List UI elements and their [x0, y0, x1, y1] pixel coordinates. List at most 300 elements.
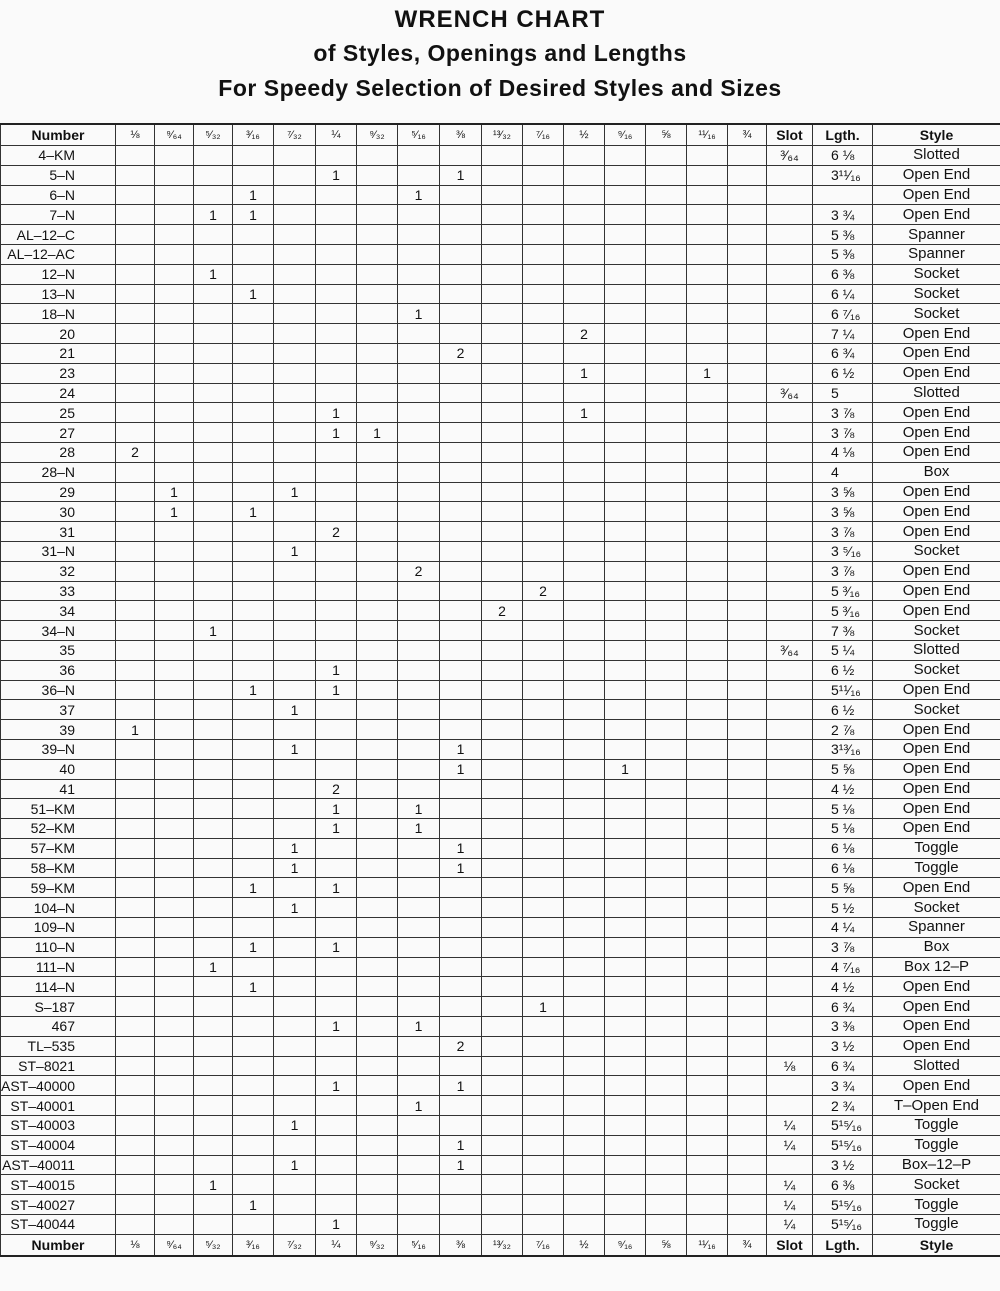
- cell-size-count: [357, 937, 398, 957]
- column-header-size: ¹³⁄₃₂: [482, 124, 523, 146]
- cell-size-count: [523, 759, 564, 779]
- cell-size-count: [687, 1076, 728, 1096]
- cell-size-count: [728, 878, 767, 898]
- cell-size-count: [482, 1195, 523, 1215]
- column-header-size: ⅝: [646, 1234, 687, 1256]
- cell-style: Socket: [873, 541, 1000, 561]
- cell-size-count: [233, 957, 274, 977]
- cell-size-count: [523, 1175, 564, 1195]
- cell-size-count: [233, 838, 274, 858]
- cell-size-count: [605, 225, 646, 245]
- cell-size-count: [605, 482, 646, 502]
- cell-size-count: [155, 442, 194, 462]
- column-header-size: ⁹⁄₃₂: [357, 124, 398, 146]
- cell-length: [813, 185, 873, 205]
- cell-size-count: [194, 423, 233, 443]
- cell-slot: [767, 502, 813, 522]
- cell-size-count: [482, 244, 523, 264]
- cell-size-count: [482, 423, 523, 443]
- cell-number: 28: [1, 442, 116, 462]
- cell-size-count: [440, 977, 482, 997]
- page-subtitle-1: of Styles, Openings and Lengths: [313, 40, 687, 66]
- table-row: [1, 205, 1000, 225]
- cell-size-count: [646, 1036, 687, 1056]
- cell-size-count: [564, 1175, 605, 1195]
- cell-number: ST–40004: [1, 1135, 116, 1155]
- cell-size-count: [194, 343, 233, 363]
- cell-length: 5 ½: [813, 898, 873, 918]
- cell-size-count: [233, 522, 274, 542]
- column-header-slot: Slot: [767, 124, 813, 146]
- cell-size-count: [398, 284, 440, 304]
- cell-length: 5¹⁵⁄₁₆: [813, 1116, 873, 1136]
- cell-size-count: [605, 838, 646, 858]
- cell-size-count: 1: [523, 997, 564, 1017]
- cell-size-count: [605, 442, 646, 462]
- cell-size-count: [564, 640, 605, 660]
- cell-size-count: [605, 977, 646, 997]
- cell-size-count: [646, 759, 687, 779]
- cell-style: Open End: [873, 343, 1000, 363]
- cell-style: Open End: [873, 581, 1000, 601]
- cell-size-count: [605, 739, 646, 759]
- cell-size-count: [646, 482, 687, 502]
- cell-size-count: [398, 997, 440, 1017]
- cell-size-count: [646, 522, 687, 542]
- cell-style: Toggle: [873, 858, 1000, 878]
- cell-size-count: [482, 363, 523, 383]
- cell-size-count: [233, 581, 274, 601]
- cell-size-count: [646, 1017, 687, 1037]
- cell-size-count: [357, 304, 398, 324]
- cell-size-count: [440, 244, 482, 264]
- cell-size-count: [316, 997, 357, 1017]
- cell-size-count: [440, 264, 482, 284]
- cell-size-count: [233, 898, 274, 918]
- cell-size-count: [523, 1116, 564, 1136]
- cell-slot: [767, 759, 813, 779]
- cell-size-count: [116, 541, 155, 561]
- cell-size-count: [316, 442, 357, 462]
- cell-size-count: [116, 1096, 155, 1116]
- cell-size-count: [398, 700, 440, 720]
- cell-style: Open End: [873, 403, 1000, 423]
- cell-size-count: [274, 918, 316, 938]
- cell-style: Open End: [873, 759, 1000, 779]
- table-row: [1, 1195, 1000, 1215]
- cell-slot: [767, 581, 813, 601]
- cell-size-count: [116, 997, 155, 1017]
- cell-number: 25: [1, 403, 116, 423]
- cell-size-count: [564, 185, 605, 205]
- cell-size-count: [564, 442, 605, 462]
- cell-size-count: 1: [440, 1155, 482, 1175]
- cell-size-count: [155, 660, 194, 680]
- cell-size-count: [155, 799, 194, 819]
- cell-size-count: [116, 799, 155, 819]
- cell-size-count: [233, 640, 274, 660]
- cell-size-count: 1: [233, 502, 274, 522]
- cell-size-count: [357, 1076, 398, 1096]
- table-row: [1, 1175, 1000, 1195]
- column-header-style: Style: [873, 1234, 1000, 1256]
- cell-size-count: [728, 957, 767, 977]
- cell-size-count: [687, 304, 728, 324]
- cell-size-count: [564, 739, 605, 759]
- cell-size-count: [155, 1155, 194, 1175]
- cell-size-count: [316, 541, 357, 561]
- cell-size-count: [398, 720, 440, 740]
- cell-number: 5–N: [1, 165, 116, 185]
- cell-number: 36–N: [1, 680, 116, 700]
- cell-style: Open End: [873, 442, 1000, 462]
- cell-slot: [767, 482, 813, 502]
- cell-size-count: 1: [274, 482, 316, 502]
- cell-slot: [767, 363, 813, 383]
- cell-size-count: [357, 819, 398, 839]
- cell-size-count: [398, 739, 440, 759]
- cell-size-count: [564, 957, 605, 977]
- cell-size-count: [440, 304, 482, 324]
- cell-style: Spanner: [873, 225, 1000, 245]
- cell-size-count: [357, 502, 398, 522]
- cell-size-count: [233, 918, 274, 938]
- cell-size-count: [728, 601, 767, 621]
- cell-size-count: [194, 1215, 233, 1235]
- cell-size-count: [194, 878, 233, 898]
- cell-size-count: 1: [398, 185, 440, 205]
- cell-number: 12–N: [1, 264, 116, 284]
- cell-size-count: [116, 759, 155, 779]
- cell-slot: [767, 1155, 813, 1175]
- cell-length: 3 ⅞: [813, 522, 873, 542]
- cell-size-count: [233, 799, 274, 819]
- cell-size-count: [646, 799, 687, 819]
- cell-size-count: [687, 937, 728, 957]
- cell-style: Slotted: [873, 640, 1000, 660]
- cell-number: 104–N: [1, 898, 116, 918]
- cell-size-count: [728, 146, 767, 166]
- cell-size-count: [523, 1017, 564, 1037]
- cell-size-count: [523, 324, 564, 344]
- cell-size-count: [357, 957, 398, 977]
- cell-size-count: [357, 383, 398, 403]
- cell-size-count: [646, 284, 687, 304]
- cell-slot: [767, 264, 813, 284]
- cell-size-count: [564, 383, 605, 403]
- cell-size-count: [646, 819, 687, 839]
- cell-size-count: 1: [274, 1116, 316, 1136]
- cell-size-count: [316, 225, 357, 245]
- cell-size-count: [605, 462, 646, 482]
- cell-size-count: [116, 819, 155, 839]
- cell-length: 5 ³⁄₁₆: [813, 601, 873, 621]
- cell-size-count: [564, 977, 605, 997]
- cell-size-count: [687, 680, 728, 700]
- column-header-size: ⁷⁄₃₂: [274, 1234, 316, 1256]
- table-row: [1, 739, 1000, 759]
- cell-number: 6–N: [1, 185, 116, 205]
- table-row: [1, 403, 1000, 423]
- cell-size-count: [233, 442, 274, 462]
- cell-slot: [767, 1036, 813, 1056]
- cell-size-count: 1: [440, 759, 482, 779]
- table-row: [1, 343, 1000, 363]
- cell-size-count: [440, 383, 482, 403]
- cell-size-count: [564, 720, 605, 740]
- cell-size-count: [274, 343, 316, 363]
- cell-length: 6 ¾: [813, 997, 873, 1017]
- cell-number: ST–40027: [1, 1195, 116, 1215]
- cell-size-count: [316, 1175, 357, 1195]
- cell-size-count: [482, 759, 523, 779]
- cell-size-count: [155, 1036, 194, 1056]
- cell-size-count: [646, 403, 687, 423]
- cell-size-count: [728, 997, 767, 1017]
- cell-size-count: [316, 1036, 357, 1056]
- cell-size-count: [564, 423, 605, 443]
- cell-size-count: [155, 997, 194, 1017]
- table-row: [1, 601, 1000, 621]
- cell-size-count: [116, 185, 155, 205]
- table-row: [1, 383, 1000, 403]
- cell-size-count: [398, 858, 440, 878]
- table-row: [1, 482, 1000, 502]
- cell-size-count: [398, 205, 440, 225]
- cell-size-count: [398, 522, 440, 542]
- cell-size-count: [155, 957, 194, 977]
- cell-size-count: [482, 997, 523, 1017]
- table-row: [1, 918, 1000, 938]
- cell-size-count: [194, 601, 233, 621]
- cell-length: 5¹⁵⁄₁₆: [813, 1215, 873, 1235]
- cell-style: Socket: [873, 898, 1000, 918]
- table-row: [1, 581, 1000, 601]
- cell-style: Box–12–P: [873, 1155, 1000, 1175]
- cell-size-count: [523, 918, 564, 938]
- table-row: [1, 700, 1000, 720]
- cell-size-count: [687, 225, 728, 245]
- cell-size-count: [728, 442, 767, 462]
- cell-size-count: [687, 442, 728, 462]
- cell-size-count: [116, 1036, 155, 1056]
- cell-size-count: [728, 284, 767, 304]
- cell-size-count: [155, 522, 194, 542]
- cell-size-count: [398, 918, 440, 938]
- cell-size-count: [564, 1076, 605, 1096]
- cell-size-count: 1: [274, 838, 316, 858]
- cell-size-count: [646, 680, 687, 700]
- cell-size-count: [564, 937, 605, 957]
- table-row: [1, 898, 1000, 918]
- cell-size-count: [155, 1116, 194, 1136]
- table-row: [1, 957, 1000, 977]
- cell-size-count: [605, 1215, 646, 1235]
- cell-size-count: [564, 541, 605, 561]
- cell-slot: [767, 700, 813, 720]
- cell-size-count: [357, 1135, 398, 1155]
- cell-size-count: 1: [357, 423, 398, 443]
- cell-style: Box: [873, 462, 1000, 482]
- cell-number: ST–40003: [1, 1116, 116, 1136]
- cell-size-count: [646, 1175, 687, 1195]
- cell-size-count: [728, 363, 767, 383]
- cell-size-count: [687, 1017, 728, 1037]
- cell-size-count: [398, 165, 440, 185]
- cell-size-count: [440, 680, 482, 700]
- cell-size-count: [523, 1135, 564, 1155]
- cell-size-count: [605, 522, 646, 542]
- cell-size-count: [194, 442, 233, 462]
- cell-size-count: [728, 324, 767, 344]
- cell-size-count: 1: [316, 423, 357, 443]
- cell-number: 110–N: [1, 937, 116, 957]
- cell-size-count: [564, 819, 605, 839]
- cell-size-count: [316, 601, 357, 621]
- cell-size-count: 1: [233, 878, 274, 898]
- cell-size-count: [357, 482, 398, 502]
- cell-size-count: [155, 324, 194, 344]
- cell-size-count: [116, 403, 155, 423]
- cell-size-count: [357, 621, 398, 641]
- cell-size-count: [274, 1215, 316, 1235]
- cell-size-count: [440, 918, 482, 938]
- cell-size-count: [564, 878, 605, 898]
- cell-size-count: [523, 1056, 564, 1076]
- cell-size-count: [687, 799, 728, 819]
- cell-size-count: [357, 343, 398, 363]
- cell-size-count: [316, 977, 357, 997]
- cell-number: 39–N: [1, 739, 116, 759]
- cell-size-count: [728, 680, 767, 700]
- cell-size-count: [482, 502, 523, 522]
- cell-size-count: [564, 759, 605, 779]
- cell-size-count: [564, 700, 605, 720]
- cell-size-count: [155, 601, 194, 621]
- cell-size-count: [523, 739, 564, 759]
- cell-size-count: [728, 700, 767, 720]
- cell-slot: ¼: [767, 1135, 813, 1155]
- cell-slot: [767, 997, 813, 1017]
- cell-slot: [767, 977, 813, 997]
- cell-size-count: [605, 660, 646, 680]
- cell-size-count: [728, 1096, 767, 1116]
- cell-size-count: 2: [116, 442, 155, 462]
- cell-size-count: [564, 264, 605, 284]
- table-row: [1, 640, 1000, 660]
- table-row: [1, 522, 1000, 542]
- cell-size-count: [274, 1076, 316, 1096]
- cell-size-count: [646, 304, 687, 324]
- cell-size-count: [155, 819, 194, 839]
- cell-size-count: [523, 363, 564, 383]
- cell-size-count: [646, 581, 687, 601]
- cell-size-count: [233, 1135, 274, 1155]
- cell-size-count: [116, 1215, 155, 1235]
- cell-size-count: 1: [274, 700, 316, 720]
- cell-size-count: [523, 878, 564, 898]
- cell-size-count: 1: [194, 621, 233, 641]
- table-row: [1, 819, 1000, 839]
- column-header-size: ⁷⁄₁₆: [523, 124, 564, 146]
- table-row: [1, 264, 1000, 284]
- cell-size-count: [398, 482, 440, 502]
- cell-size-count: [357, 1036, 398, 1056]
- cell-size-count: [482, 878, 523, 898]
- cell-number: 39: [1, 720, 116, 740]
- cell-slot: [767, 1096, 813, 1116]
- cell-size-count: [646, 720, 687, 740]
- cell-size-count: [316, 502, 357, 522]
- cell-size-count: [116, 244, 155, 264]
- cell-slot: [767, 1017, 813, 1037]
- chart-titles: [0, 0, 1000, 122]
- cell-size-count: 2: [440, 1036, 482, 1056]
- cell-size-count: [194, 146, 233, 166]
- cell-style: Open End: [873, 739, 1000, 759]
- cell-style: Open End: [873, 601, 1000, 621]
- cell-size-count: [482, 1175, 523, 1195]
- column-header-number: Number: [1, 124, 116, 146]
- cell-length: 3¹¹⁄₁₆: [813, 165, 873, 185]
- cell-size-count: [357, 660, 398, 680]
- cell-size-count: [646, 462, 687, 482]
- table-row: [1, 423, 1000, 443]
- table-row: [1, 462, 1000, 482]
- cell-size-count: [646, 1056, 687, 1076]
- cell-size-count: [605, 779, 646, 799]
- cell-size-count: [605, 1155, 646, 1175]
- wrench-table: [0, 123, 1000, 1257]
- cell-length: 5: [813, 383, 873, 403]
- cell-size-count: [482, 799, 523, 819]
- cell-size-count: [357, 205, 398, 225]
- cell-size-count: [155, 1195, 194, 1215]
- cell-size-count: [233, 720, 274, 740]
- column-header-size: ⅝: [646, 124, 687, 146]
- cell-size-count: [274, 561, 316, 581]
- cell-size-count: [357, 799, 398, 819]
- column-header-size: ⁹⁄₆₄: [155, 1234, 194, 1256]
- cell-size-count: [155, 1175, 194, 1195]
- cell-size-count: [687, 502, 728, 522]
- cell-size-count: [116, 225, 155, 245]
- cell-size-count: [482, 264, 523, 284]
- table-row: [1, 1056, 1000, 1076]
- cell-length: 5 ⅛: [813, 799, 873, 819]
- cell-size-count: [482, 680, 523, 700]
- cell-length: 5 ³⁄₁₆: [813, 581, 873, 601]
- cell-number: 7–N: [1, 205, 116, 225]
- cell-number: 35: [1, 640, 116, 660]
- cell-size-count: [523, 561, 564, 581]
- cell-size-count: [687, 621, 728, 641]
- cell-number: AL–12–AC: [1, 244, 116, 264]
- cell-size-count: [116, 284, 155, 304]
- cell-size-count: [194, 977, 233, 997]
- cell-size-count: 2: [316, 522, 357, 542]
- cell-size-count: [357, 1155, 398, 1175]
- table-row: [1, 878, 1000, 898]
- table-row: [1, 1215, 1000, 1235]
- cell-length: 3 ½: [813, 1036, 873, 1056]
- cell-size-count: [316, 1116, 357, 1136]
- cell-size-count: [482, 977, 523, 997]
- cell-size-count: [646, 1215, 687, 1235]
- cell-slot: [767, 680, 813, 700]
- table-row: [1, 1036, 1000, 1056]
- table-row: [1, 858, 1000, 878]
